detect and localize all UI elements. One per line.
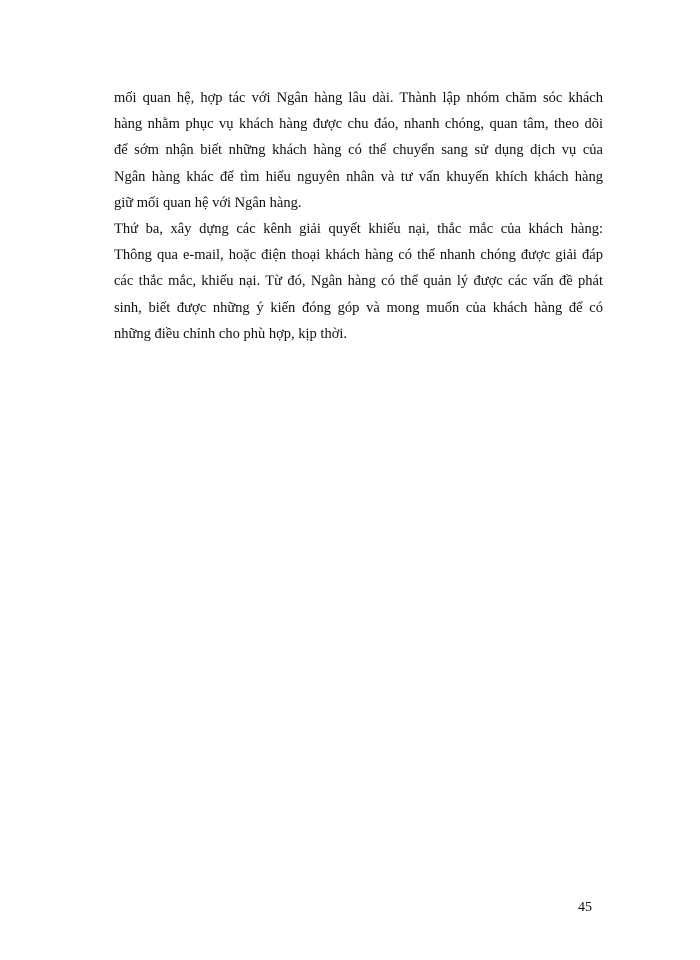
paragraph-end-line: giữ mối quan hệ với Ngân hàng. [114,194,302,211]
text-line: sinh, biết được những ý kiến đóng góp và mong muốn của khách hàng để có [114,299,603,316]
paragraph-end-line: những điều chỉnh cho phù hợp, kịp thời. [114,325,348,342]
page-number: 45 [578,900,592,915]
body-text [114,85,603,347]
text-line: Thông qua e-mail, hoặc điện thoại khách hàng có thể nhanh chóng được giải đáp [114,247,603,264]
text-line: Ngân hàng khác để tìm hiểu nguyên nhân và tư vấn khuyến khích khách hàng [114,168,603,185]
text-line: hàng nhằm phục vụ khách hàng được chu đáo, nhanh chóng, quan tâm, theo dõi [114,116,603,133]
text-line: để sớm nhận biết những khách hàng có thể chuyển sang sử dụng dịch vụ của [114,142,603,159]
text-line: các thắc mắc, khiếu nại. Từ đó, Ngân hàng có thể quản lý được các vấn đề phát [114,273,603,290]
text-line: Thứ ba, xây dựng các kênh giải quyết khiếu nại, thắc mắc của khách hàng: [114,220,603,237]
text-line: mối quan hệ, hợp tác với Ngân hàng lâu dài. Thành lập nhóm chăm sóc khách [114,90,603,106]
